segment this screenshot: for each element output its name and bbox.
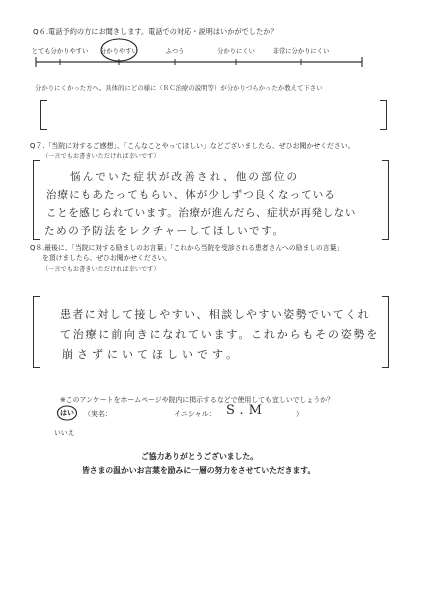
consent-no-option[interactable]: いいえ xyxy=(54,429,75,437)
q6-question: Q６.電話予約の方にお聞きします。電話での対応・説明はいかがでしたか？ xyxy=(33,27,278,36)
consent-yes-option[interactable] xyxy=(56,405,78,421)
q7-bracket-left xyxy=(33,160,40,240)
q7-answer-line-3: ことを感じられています。治療が進んだら、症状が再発しない xyxy=(46,207,356,219)
q8-question: Q８.最後に、「当院に対する励ましのお言葉」「これから当院を受診される患者さんへの励ましの言葉」 xyxy=(30,244,344,252)
q8-answer-line-3: 崩さずにいてほしいです。 xyxy=(62,348,242,361)
q6-bracket-left xyxy=(40,100,47,130)
q6-answer-field[interactable] xyxy=(48,100,378,128)
consent-yes-label: はい xyxy=(60,409,74,417)
scale-option-3[interactable]: ふつう xyxy=(165,48,185,55)
consent-question: ※このアンケートをホームページや院内に掲示するなどで使用しても宜しいでしょうか？ xyxy=(60,396,334,404)
scale-option-2[interactable]: 分かりやすい xyxy=(100,48,138,55)
q6-bracket-right xyxy=(380,100,387,130)
close-paren: ） xyxy=(296,410,303,418)
q7-bracket-right xyxy=(382,160,389,240)
q7-note: （一言でもお書きいただければ幸いです） xyxy=(42,153,160,160)
q8-answer-line-1: 患者に対して接しやすい、相談しやすい姿勢でいてくれ xyxy=(60,308,370,321)
thanks-line-2: 皆さまの温かいお言葉を励みに一層の努力をさせていただきます。 xyxy=(82,466,316,475)
q7-answer-line-2: 治療にもあたってもらい、体が少しずつ良くなっている xyxy=(46,189,336,201)
q7-question: Q７.「当院に対するご感想」、「こんなことやってほしい」などございましたら、ぜひお聞かせください。 xyxy=(30,142,355,150)
initial-value[interactable]: S.M xyxy=(226,403,267,418)
scale-line xyxy=(0,0,422,80)
selected-circle-mark xyxy=(101,39,137,61)
q8-answer-line-2: て治療に前向きになれています。これからもその姿勢を xyxy=(60,328,380,341)
q8-bracket-right xyxy=(382,296,389,368)
scale-option-5[interactable]: 非常に分かりにくい xyxy=(272,48,330,55)
q6-followup: 分かりにくかった方へ。具体的にどの様に（ＲＣ治療の説明等）が分かりづらかったか教えて下さい xyxy=(35,84,323,92)
scale-option-1[interactable]: とても分かりやすい xyxy=(31,48,89,55)
q7-answer-line-4: ための予防法をレクチャーしてほしいです。 xyxy=(44,225,285,237)
scale-option-4[interactable]: 分かりにくい xyxy=(217,48,255,55)
realname-label: （実名： xyxy=(84,410,112,418)
q7-answer-line-1: 悩んでいた症状が改善され、他の部位の xyxy=(70,171,300,183)
initial-label: イニシャル： xyxy=(174,410,216,418)
q8-bracket-left xyxy=(33,296,40,368)
thanks-line-1: ご協力ありがとうございました。 xyxy=(141,452,258,461)
q8-question-cont: を頂けましたら、ぜひお聞かせください。 xyxy=(42,254,172,262)
q8-note: （一言でもお書きいただければ幸いです） xyxy=(42,266,160,273)
